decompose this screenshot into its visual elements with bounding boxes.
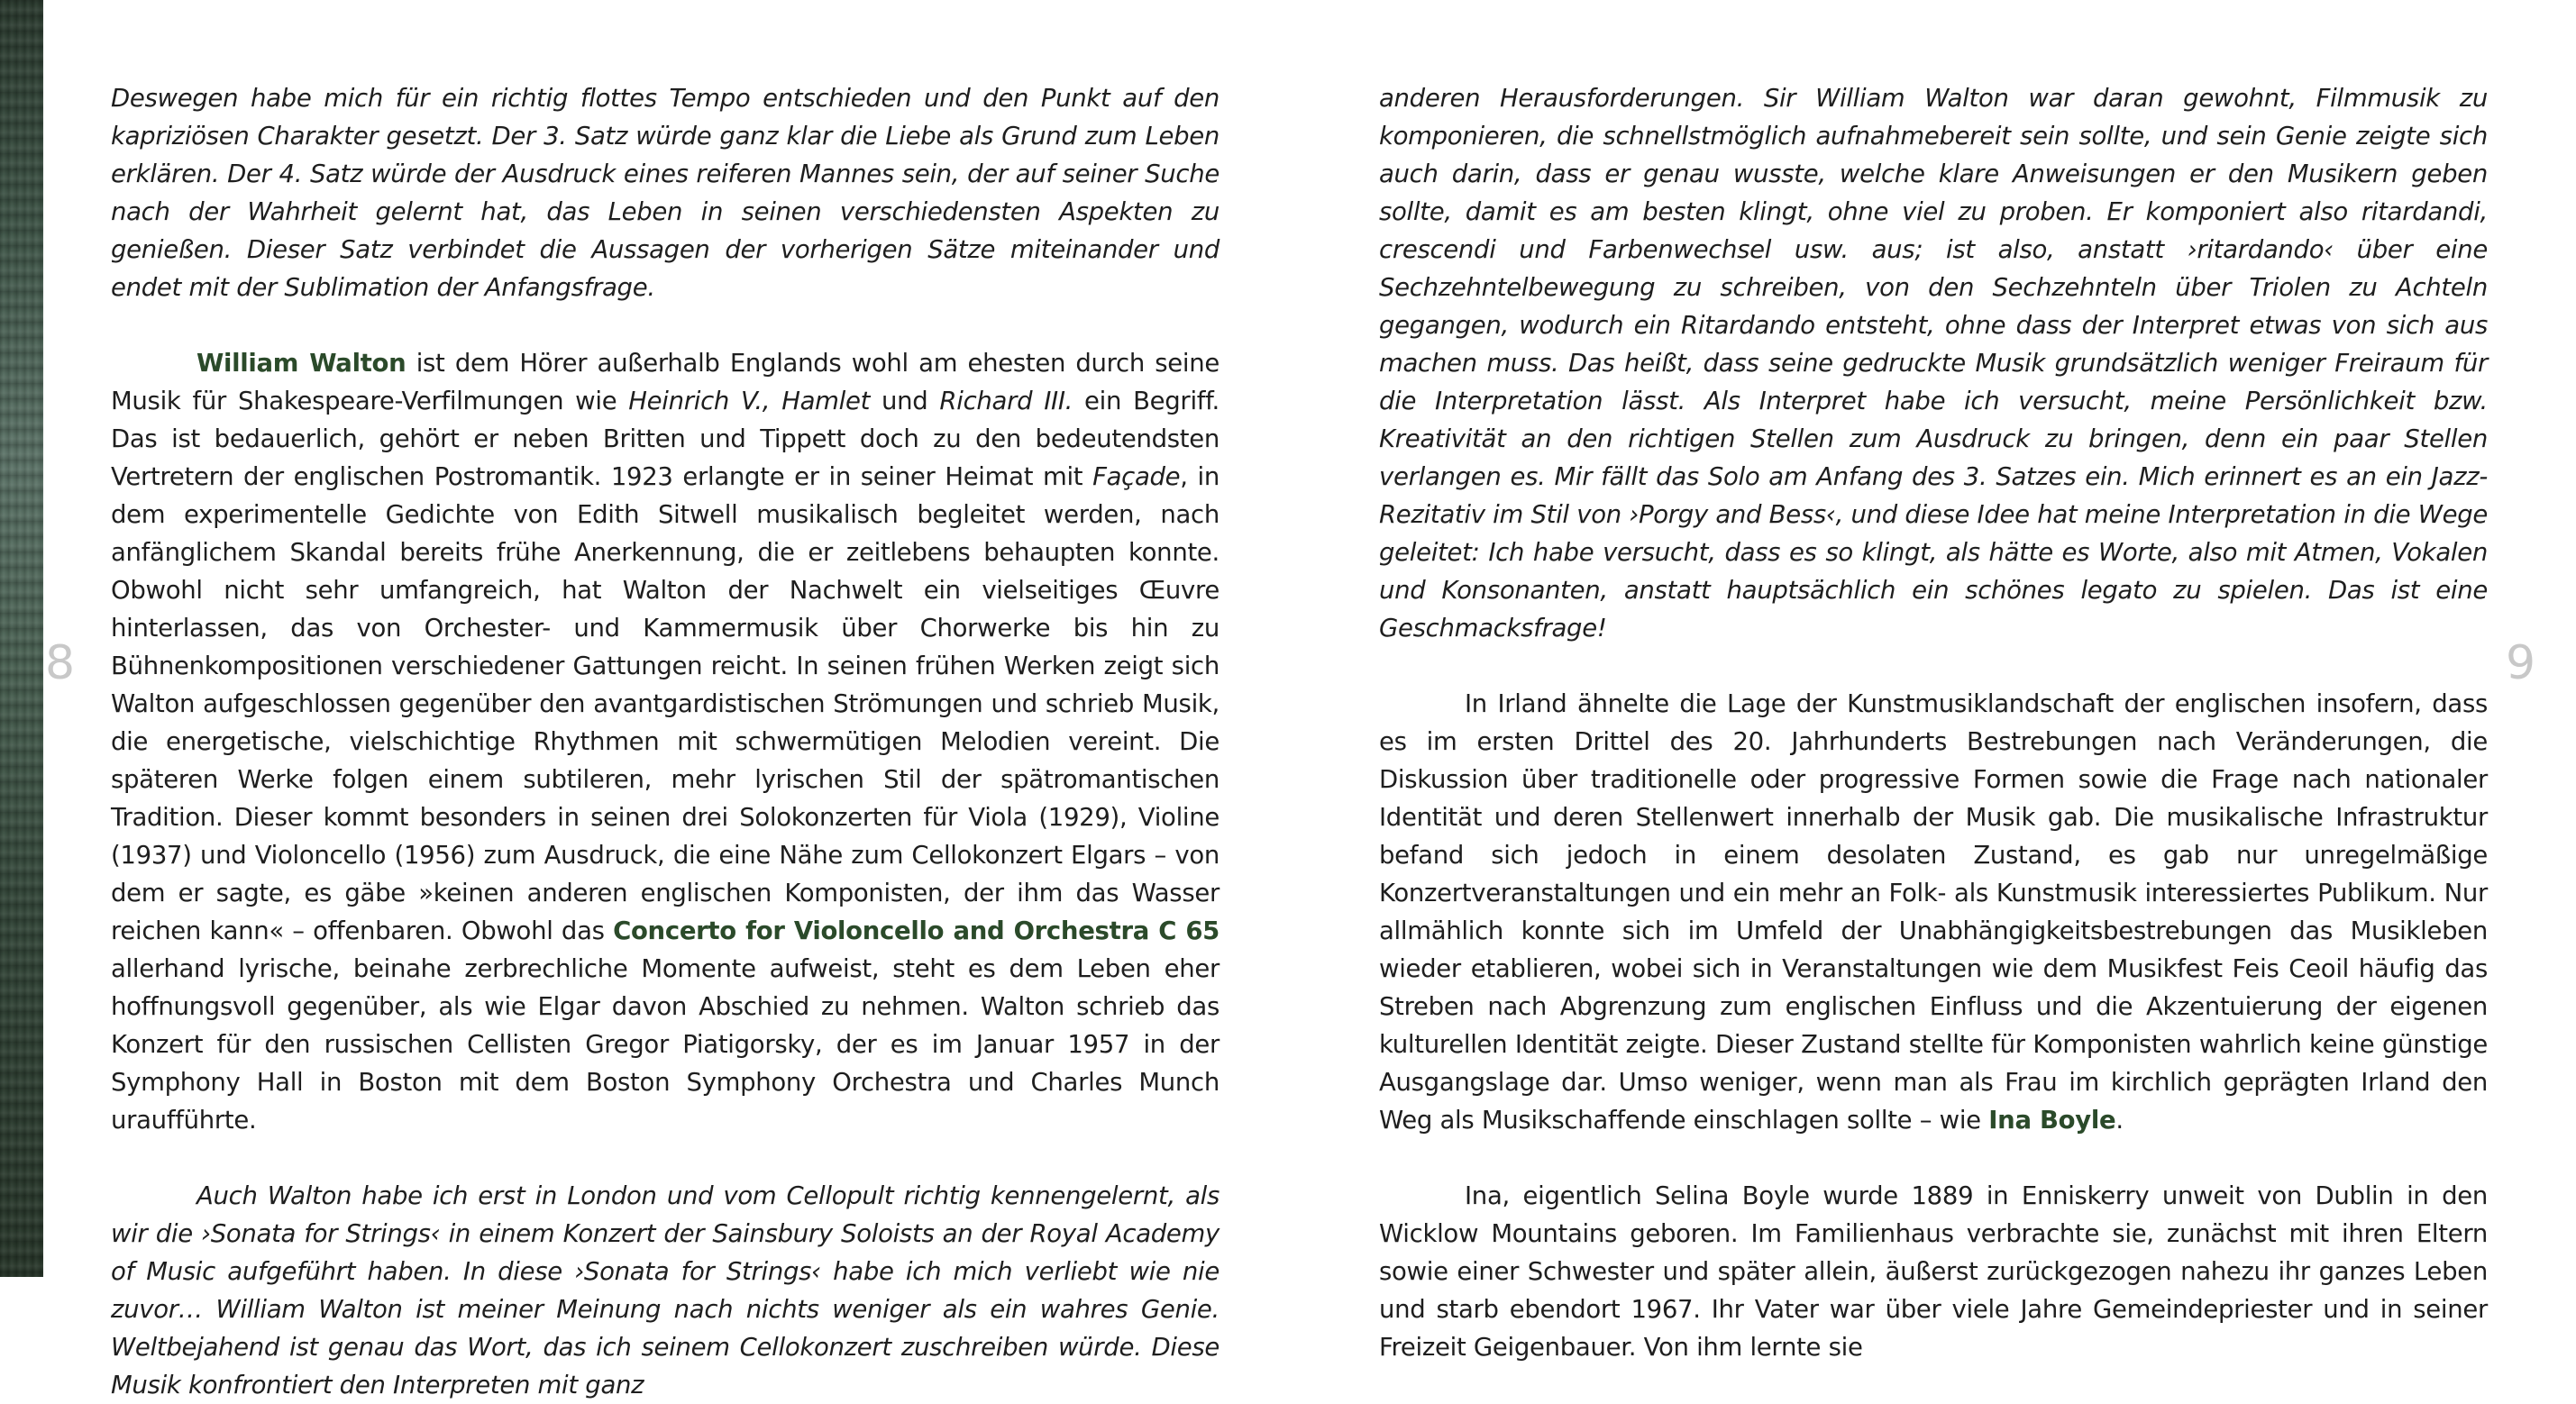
boyle-bio-paragraph: Ina, eigentlich Selina Boyle wurde 1889 in Enniskerry unweit von Dublin in den Wicklow Mountains geboren. Im Familienhaus verbrachte sie, zunächst mit ihren Eltern sowie einer Schwester und später allein, äußerst zurückgezogen nahezu ihr ganzes Leben und starb ebendort 1967. Ihr Vater war über viele Jahre Gemeindepriester und in seiner Freizeit Geigenbauer. Von ihm lernte sie	[1379, 1181, 2488, 1362]
composer-name-walton: William Walton	[196, 349, 406, 378]
composer-name-boyle: Ina Boyle	[1988, 1106, 2116, 1135]
page-number-left: 8	[45, 636, 76, 690]
ireland-paragraph: In Irland ähnelte die Lage der Kunstmusiklandschaft der englischen insofern, dass es im ersten Drittel des 20. Jahrhunderts Bestrebungen nach Veränderungen, die Diskussion über traditionelle oder progressive Formen sowie die Frage nach nationaler Identität und deren Stellenwert innerhalb der Musik gab. Die musikalische Infrastruktur befand sich jedoch in einem desolaten Zustand, es gab nur unregelmäßige Konzertveranstaltungen und ein mehr an Folk- als Kunstmusik interessiertes Publikum. Nur allmählich konnte sich im Umfeld der Unabhängigkeitsbestrebungen das Musikleben wieder etablieren, wobei sich in Veranstaltungen wie dem Musikfest Feis Ceoil häufig das Streben nach Abgrenzung zum englischen Einfluss und die Akzentuierung der eigenen kulturellen Identität zeigte. Dieser Zustand stellte für Komponisten wahrlich keine günstige Ausgangslage dar. Umso weniger, wenn man als Frau im kirchlich geprägten Irland den Weg als Musikschaffende einschlagen sollte – wie Ina Boyle.	[1379, 689, 2488, 1135]
work-title-cello-concerto: Concerto for Violoncello and Orchestra C 65	[613, 916, 1219, 945]
forest-photo-strip	[0, 0, 43, 1277]
page-number-right: 9	[2506, 636, 2536, 690]
quote-paragraph-tempo: Deswegen habe mich für ein richtig flottes Tempo entschieden und den Punkt auf den kapriziösen Charakter gesetzt. Der 3. Satz würde ganz klar die Liebe als Grund zum Leben erklären. Der 4. Satz würde der Ausdruck eines reiferen Mannes sein, der auf seiner Suche nach der Wahrheit gelernt hat, das Leben in seinen verschiedensten Aspekten zu genießen. Dieser Satz verbindet die Aussagen der vorherigen Sätze miteinander und endet mit der Sublimation der Anfangsfrage.	[111, 84, 1219, 302]
quote-paragraph-continued: anderen Herausforderungen. Sir William Walton war daran gewohnt, Filmmusik zu komponieren, die schnellstmöglich aufnahmebereit sein sollte, und sein Genie zeigte sich auch darin, dass er genau wusste, welche klare Anweisungen er den Musikern geben sollte, damit es am besten klingt, ohne viel zu proben. Er komponiert also ritardandi, crescendi und Farbenwechsel usw. aus; ist also, anstatt ›ritardando‹ über eine Sechzehntelbewegung zu schreiben, von den Sechzehnteln über Triolen zu Achteln gegangen, wodurch ein Ritardando entsteht, ohne dass der Interpret etwas von sich aus machen muss. Das heißt, dass seine gedruckte Musik grundsätzlich weniger Freiraum für die Interpretation lässt. Als Interpret habe ich versucht, meine Persönlichkeit bzw. Kreativität an den richtigen Stellen zum Ausdruck zu bringen, denn ein paar Stellen verlangen es. Mir fällt das Solo am Anfang des 3. Satzes ein. Mich erinnert es an ein Jazz-Rezitativ im Stil von ›Porgy and Bess‹, und diese Idee hat meine Interpretation in die Wege geleitet: Ich habe versucht, dass es so klingt, als hätte es Worte, also mit Atmen, Vokalen und Konsonanten, anstatt hauptsächlich ein schönes legato zu spielen. Das ist eine Geschmacksfrage!	[1379, 84, 2488, 643]
left-page	[111, 79, 1219, 1404]
right-page	[1379, 79, 2488, 1366]
quote-paragraph-walton: Auch Walton habe ich erst in London und vom Cellopult richtig kennengelernt, als wir die ›Sonata for Strings‹ in einem Konzert der Sainsbury Soloists an der Royal Academy of Music aufgeführt haben. In diese ›Sonata for Strings‹ habe ich mich verliebt wie nie zuvor… William Walton ist meiner Meinung nach nichts weniger als ein wahres Genie. Weltbejahend ist genau das Wort, das ich seinem Cellokonzert zuschreiben würde. Diese Musik konfrontiert den Interpreten mit ganz	[111, 1181, 1219, 1399]
walton-bio-paragraph: William Walton ist dem Hörer außerhalb Englands wohl am ehesten durch seine Musik für Shakespeare-Verfilmungen wie Heinrich V., Hamlet und Richard III. ein Begriff. Das ist bedauerlich, gehört er neben Britten und Tippett doch zu den bedeutendsten Vertretern der englischen Postromantik. 1923 erlangte er in seiner Heimat mit Façade, in dem experimentelle Gedichte von Edith Sitwell musikalisch begleitet werden, nach anfänglichem Skandal bereits frühe Anerkennung, die er zeitlebens behaupten konnte. Obwohl nicht sehr umfangreich, hat Walton der Nachwelt ein vielseitiges Œuvre hinterlassen, das von Orchester- und Kammermusik über Chorwerke bis hin zu Bühnenkompositionen verschiedener Gattungen reicht. In seinen frühen Werken zeigt sich Walton aufgeschlossen gegenüber den avantgardistischen Strömungen und schrieb Musik, die energetische, vielschichtige Rhythmen mit schwermütigen Melodien vereint. Die späteren Werke folgen einem subtileren, mehr lyrischen Stil der spätromantischen Tradition. Dieser kommt besonders in seinen drei Solokonzerten für Viola (1929), Violine (1937) und Violoncello (1956) zum Ausdruck, die eine Nähe zum Cellokonzert Elgars – von dem er sagte, es gäbe »keinen anderen englischen Komponisten, der ihm das Wasser reichen kann« – offenbaren. Obwohl das Concerto for Violoncello and Orchestra C 65 allerhand lyrische, beinahe zerbrechliche Momente aufweist, steht es dem Leben eher hoffnungsvoll gegenüber, als wie Elgar davon Abschied zu nehmen. Walton schrieb das Konzert für den russischen Cellisten Gregor Piatigorsky, der es im Januar 1957 in der Symphony Hall in Boston mit dem Boston Symphony Orchestra und Charles Munch uraufführte.	[111, 349, 1220, 1135]
